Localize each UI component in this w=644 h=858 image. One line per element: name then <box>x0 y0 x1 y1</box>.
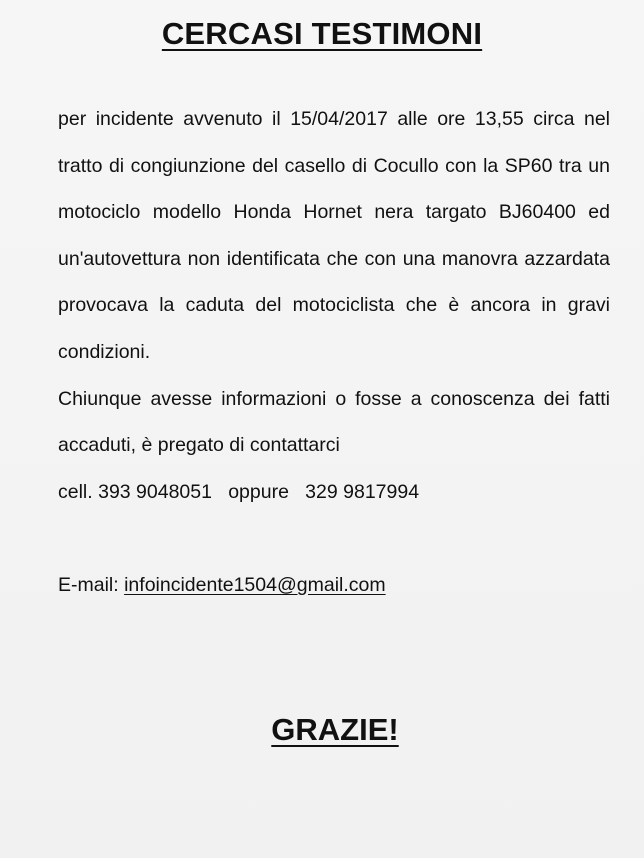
email-label: E-mail: <box>58 573 125 596</box>
poster-body <box>58 96 610 609</box>
contact-request: Chiunque avesse informazioni o fosse a conoscenza dei fatti accaduti, è pregato di contattarci <box>58 387 610 457</box>
spacer <box>58 515 610 562</box>
poster-title <box>0 10 644 58</box>
email-line <box>58 562 610 609</box>
phone-numbers: cell. 393 9048051 oppure 329 9817994 <box>58 480 420 503</box>
email-link[interactable]: infoincidente1504@gmail.com <box>124 573 386 596</box>
poster-title-text: CERCASI TESTIMONI <box>161 16 483 51</box>
incident-description: per incidente avvenuto il 15/04/2017 alle ore 13,55 circa nel tratto di congiunzione del casello di Cocullo con la SP60 tra un motociclo modello Honda Hornet nera targato BJ60400 ed un'autovettura non identificata che con una manovra azzardata provocava la caduta del motociclista che è ancora in gravi condizioni. <box>58 108 610 363</box>
thanks-text: GRAZIE! <box>271 712 399 747</box>
thanks-heading <box>0 706 644 754</box>
